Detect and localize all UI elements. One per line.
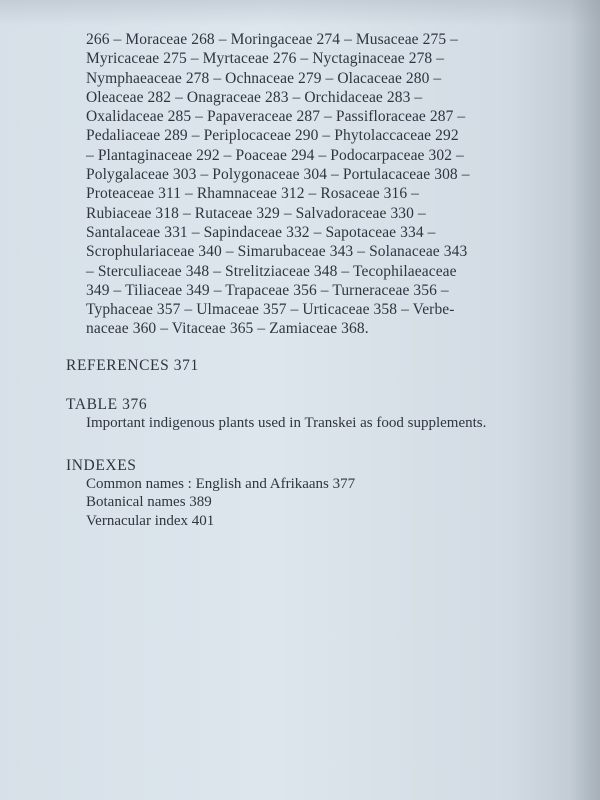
index-item-vernacular: Vernacular index 401 <box>86 512 215 529</box>
spine-shadow <box>570 0 600 800</box>
family-line: Pedaliaceae 289 – Periplocaceae 290 – Phytolaccaceae 292 <box>86 127 459 145</box>
index-item-common-names: Common names : English and Afrikaans 377 <box>86 475 356 492</box>
family-line: Typhaceae 357 – Ulmaceae 357 – Urticaceae 358 – Verbe- <box>86 301 455 319</box>
family-line: 349 – Tiliaceae 349 – Trapaceae 356 – Turneraceae 356 – <box>86 281 449 299</box>
family-line: – Plantaginaceae 292 – Poaceae 294 – Podocarpaceae 302 – <box>86 146 464 164</box>
family-line: Nymphaeaceae 278 – Ochnaceae 279 – Olacaceae 280 – <box>86 69 442 87</box>
family-line: Proteaceae 311 – Rhamnaceae 312 – Rosaceae 316 – <box>86 185 420 203</box>
family-line: Rubiaceae 318 – Rutaceae 329 – Salvadoraceae 330 – <box>86 204 426 222</box>
family-line: naceae 360 – Vitaceae 365 – Zamiaceae 368. <box>86 320 369 338</box>
indexes-section <box>66 457 566 531</box>
references-section <box>66 357 566 375</box>
table-heading: TABLE 376 <box>66 395 148 413</box>
index-item-botanical-names: Botanical names 389 <box>86 494 212 511</box>
family-line: Santalaceae 331 – Sapindaceae 332 – Sapotaceae 334 – <box>86 223 436 241</box>
table-section <box>66 396 566 433</box>
family-line: Oxalidaceae 285 – Papaveraceae 287 – Passifloraceae 287 – <box>86 108 466 126</box>
family-line: – Sterculiaceae 348 – Strelitziaceae 348 – Tecophilaeaceae <box>86 262 457 280</box>
family-line: 266 – Moraceae 268 – Moringaceae 274 – Musaceae 275 – <box>86 31 459 48</box>
indexes-heading: INDEXES <box>66 456 137 474</box>
top-shadow <box>0 0 600 26</box>
family-line: Polygalaceae 303 – Polygonaceae 304 – Portulacaceae 308 – <box>86 166 470 184</box>
family-line: Myricaceae 275 – Myrtaceae 276 – Nyctaginaceae 278 – <box>86 50 445 68</box>
plant-family-list <box>86 30 566 339</box>
table-description: Important indigenous plants used in Transkei as food supplements. <box>86 414 487 431</box>
references-heading: REFERENCES 371 <box>66 356 199 374</box>
family-line: Scrophulariaceae 340 – Simarubaceae 343 – Solanaceae 343 <box>86 243 468 261</box>
contents-text <box>66 30 566 530</box>
family-line: Oleaceae 282 – Onagraceae 283 – Orchidaceae 283 – <box>86 88 423 106</box>
